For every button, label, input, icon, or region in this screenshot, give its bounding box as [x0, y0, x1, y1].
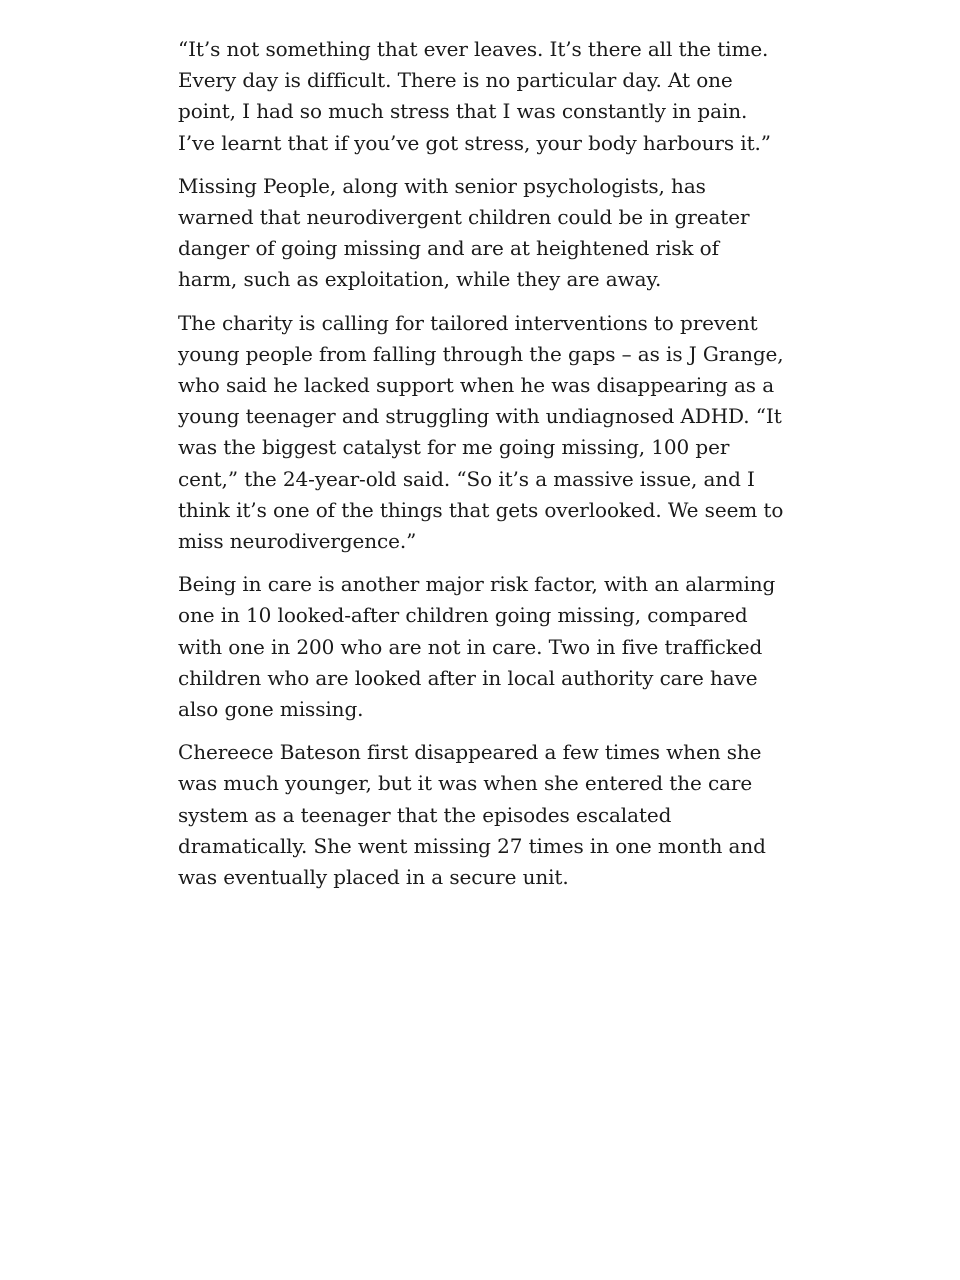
article-paragraph-3: The charity is calling for tailored interventions to prevent young people from falling through the gaps – as is J Grange, who said he lacked support when he was disappearing as a young teenager and struggling with undiagnosed ADHD. “It was the biggest catalyst for me going missing, 100 per cent,” the 24-year-old said. “So it’s a massive issue, and I think it’s one of the things that gets overlooked. We seem to miss neurodivergence.” [178, 310, 784, 554]
article-paragraph-1: “It’s not something that ever leaves. It’s there all the time. Every day is difficult. There is no particular day. At one point, I had so much stress that I was constantly in pain. I’ve learnt that if you’ve got stress, your body harbours it.” [178, 37, 771, 155]
article-paragraph-4: Being in care is another major risk factor, with an alarming one in 10 looked-after children going missing, compared with one in 200 who are not in care. Two in five trafficked children who are looked after in local authority care have also gone missing. [178, 572, 776, 722]
article-paragraph-2: Missing People, along with senior psychologists, has warned that neurodivergent children could be in greater danger of going missing and are at heightened risk of harm, such as exploitation, while they are away. [178, 173, 750, 292]
article-paragraph-5: Chereece Bateson first disappeared a few times when she was much younger, but it was when she entered the care system as a teenager that the episodes escalated dramatically. She went missing 27 times in one month and was eventually placed in a secure unit. [178, 740, 766, 890]
article-body [178, 34, 784, 905]
